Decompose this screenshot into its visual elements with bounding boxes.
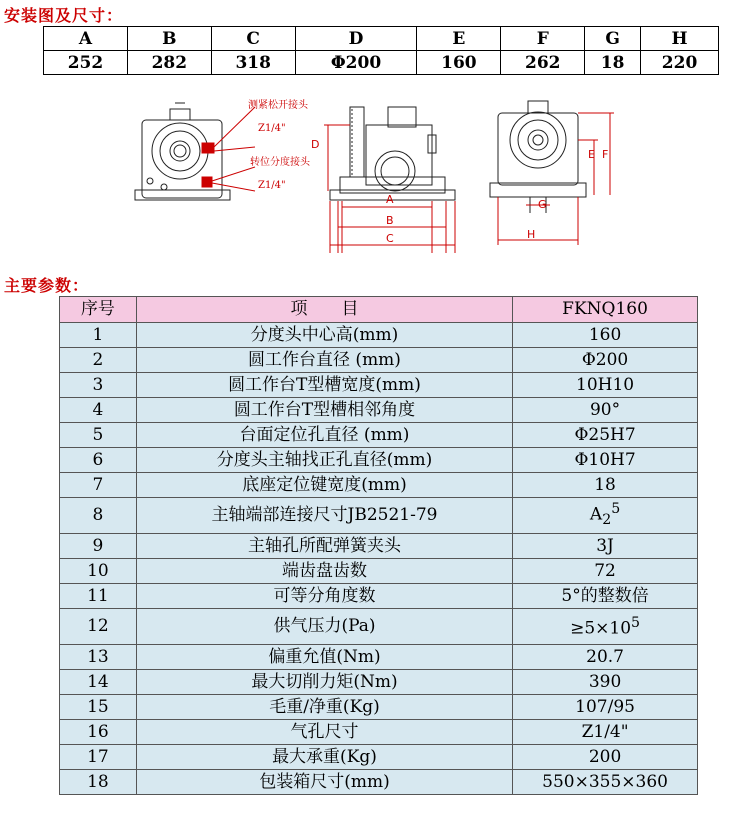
- table-row: [60, 559, 698, 584]
- table-row: [60, 670, 698, 695]
- dim-value-e: 160: [417, 51, 501, 75]
- dim-header-c: C: [211, 27, 295, 51]
- row-no: 11: [60, 584, 137, 609]
- label-e: E: [588, 148, 595, 161]
- table-row: [60, 498, 698, 534]
- row-item: 圆工作台直径 (mm): [136, 348, 512, 373]
- row-no: 13: [60, 645, 137, 670]
- table-row: [60, 423, 698, 448]
- row-item: 底座定位键宽度(mm): [136, 473, 512, 498]
- row-no: 15: [60, 695, 137, 720]
- install-section-title: 安装图及尺寸：: [4, 6, 124, 25]
- row-item: 包装箱尺寸(mm): [136, 770, 512, 795]
- row-value: 160: [513, 323, 698, 348]
- end-view-drawing: [480, 95, 630, 255]
- table-row: [60, 720, 698, 745]
- dim-header-f: F: [501, 27, 585, 51]
- front-view-drawing: [300, 95, 460, 260]
- table-row: [60, 448, 698, 473]
- label-c: C: [386, 232, 394, 245]
- params-header-row: [60, 297, 698, 323]
- row-value: Φ25H7: [513, 423, 698, 448]
- row-value: [513, 498, 698, 534]
- row-no: 5: [60, 423, 137, 448]
- row-value: 72: [513, 559, 698, 584]
- dim-header-e: E: [417, 27, 501, 51]
- row-item: 圆工作台T型槽宽度(mm): [136, 373, 512, 398]
- dim-header-a: A: [44, 27, 128, 51]
- row-no: 7: [60, 473, 137, 498]
- dim-value-g: 18: [585, 51, 641, 75]
- table-row: [60, 473, 698, 498]
- table-row: [60, 695, 698, 720]
- dim-value-f: 262: [501, 51, 585, 75]
- table-row: [60, 745, 698, 770]
- dim-value-d: Φ200: [295, 51, 417, 75]
- row-value: 550×355×360: [513, 770, 698, 795]
- row-value: Z1/4": [513, 720, 698, 745]
- value-main: A: [589, 505, 603, 526]
- row-no: 18: [60, 770, 137, 795]
- table-row: [60, 373, 698, 398]
- value-superscript: 5: [631, 615, 641, 632]
- row-item: 主轴端部连接尺寸JB2521-79: [136, 498, 512, 534]
- row-item: 供气压力(Pa): [136, 609, 512, 645]
- row-no: 3: [60, 373, 137, 398]
- row-value: 390: [513, 670, 698, 695]
- row-value: [513, 609, 698, 645]
- row-item: 偏重允值(Nm): [136, 645, 512, 670]
- row-item: 分度头中心高(mm): [136, 323, 512, 348]
- dimensions-table: [43, 26, 719, 75]
- row-value: 18: [513, 473, 698, 498]
- label-b: B: [386, 214, 394, 227]
- callout-clamp-connector: 测紧松开接头: [248, 100, 308, 111]
- header-no: 序号: [60, 297, 137, 323]
- row-item: 气孔尺寸: [136, 720, 512, 745]
- value-subscript: 2: [602, 512, 612, 529]
- value-superscript: 5: [611, 501, 621, 518]
- row-no: 10: [60, 559, 137, 584]
- dim-value-h: 220: [641, 51, 719, 75]
- table-row: [60, 348, 698, 373]
- row-item: 分度头主轴找正孔直径(mm): [136, 448, 512, 473]
- params-section-title: 主要参数：: [4, 276, 90, 295]
- row-value: 200: [513, 745, 698, 770]
- dim-header-h: H: [641, 27, 719, 51]
- z-label-top: Z1/4": [258, 123, 286, 134]
- table-row: [60, 584, 698, 609]
- row-value: Φ200: [513, 348, 698, 373]
- row-item: 最大承重(Kg): [136, 745, 512, 770]
- table-row: [60, 534, 698, 559]
- row-value: 5°的整数倍: [513, 584, 698, 609]
- table-row: [60, 770, 698, 795]
- dim-header-d: D: [295, 27, 417, 51]
- row-no: 4: [60, 398, 137, 423]
- row-value: 90°: [513, 398, 698, 423]
- table-row: [60, 398, 698, 423]
- row-no: 8: [60, 498, 137, 534]
- row-no: 9: [60, 534, 137, 559]
- row-item: 台面定位孔直径 (mm): [136, 423, 512, 448]
- row-no: 2: [60, 348, 137, 373]
- row-item: 圆工作台T型槽相邻角度: [136, 398, 512, 423]
- table-row: [60, 645, 698, 670]
- dim-value-a: 252: [44, 51, 128, 75]
- callout-index-connector: 转位分度接头: [250, 157, 310, 168]
- dim-value-c: 318: [211, 51, 295, 75]
- row-no: 14: [60, 670, 137, 695]
- label-h: H: [527, 228, 536, 241]
- row-no: 1: [60, 323, 137, 348]
- label-a: A: [386, 193, 394, 206]
- dimensions-value-row: [44, 51, 719, 75]
- parameters-table: [59, 296, 698, 795]
- header-item: 项 目: [136, 297, 512, 323]
- z-label-bottom: Z1/4": [258, 180, 286, 191]
- row-no: 16: [60, 720, 137, 745]
- dim-header-b: B: [127, 27, 211, 51]
- row-item: 主轴孔所配弹簧夹头: [136, 534, 512, 559]
- row-item: 可等分角度数: [136, 584, 512, 609]
- header-model: FKNQ160: [513, 297, 698, 323]
- row-no: 6: [60, 448, 137, 473]
- value-main: ≥5×10: [570, 618, 632, 639]
- row-item: 最大切削力矩(Nm): [136, 670, 512, 695]
- row-value: 20.7: [513, 645, 698, 670]
- row-item: 端齿盘齿数: [136, 559, 512, 584]
- dimensions-header-row: [44, 27, 719, 51]
- label-f: F: [602, 148, 609, 161]
- row-item: 毛重/净重(Kg): [136, 695, 512, 720]
- table-row: [60, 609, 698, 645]
- row-value: Φ10H7: [513, 448, 698, 473]
- row-no: 17: [60, 745, 137, 770]
- row-value: 10H10: [513, 373, 698, 398]
- dim-value-b: 282: [127, 51, 211, 75]
- row-value: 107/95: [513, 695, 698, 720]
- dim-header-g: G: [585, 27, 641, 51]
- label-g: G: [538, 198, 547, 211]
- label-d: D: [311, 138, 320, 151]
- table-row: [60, 323, 698, 348]
- row-value: 3J: [513, 534, 698, 559]
- row-no: 12: [60, 609, 137, 645]
